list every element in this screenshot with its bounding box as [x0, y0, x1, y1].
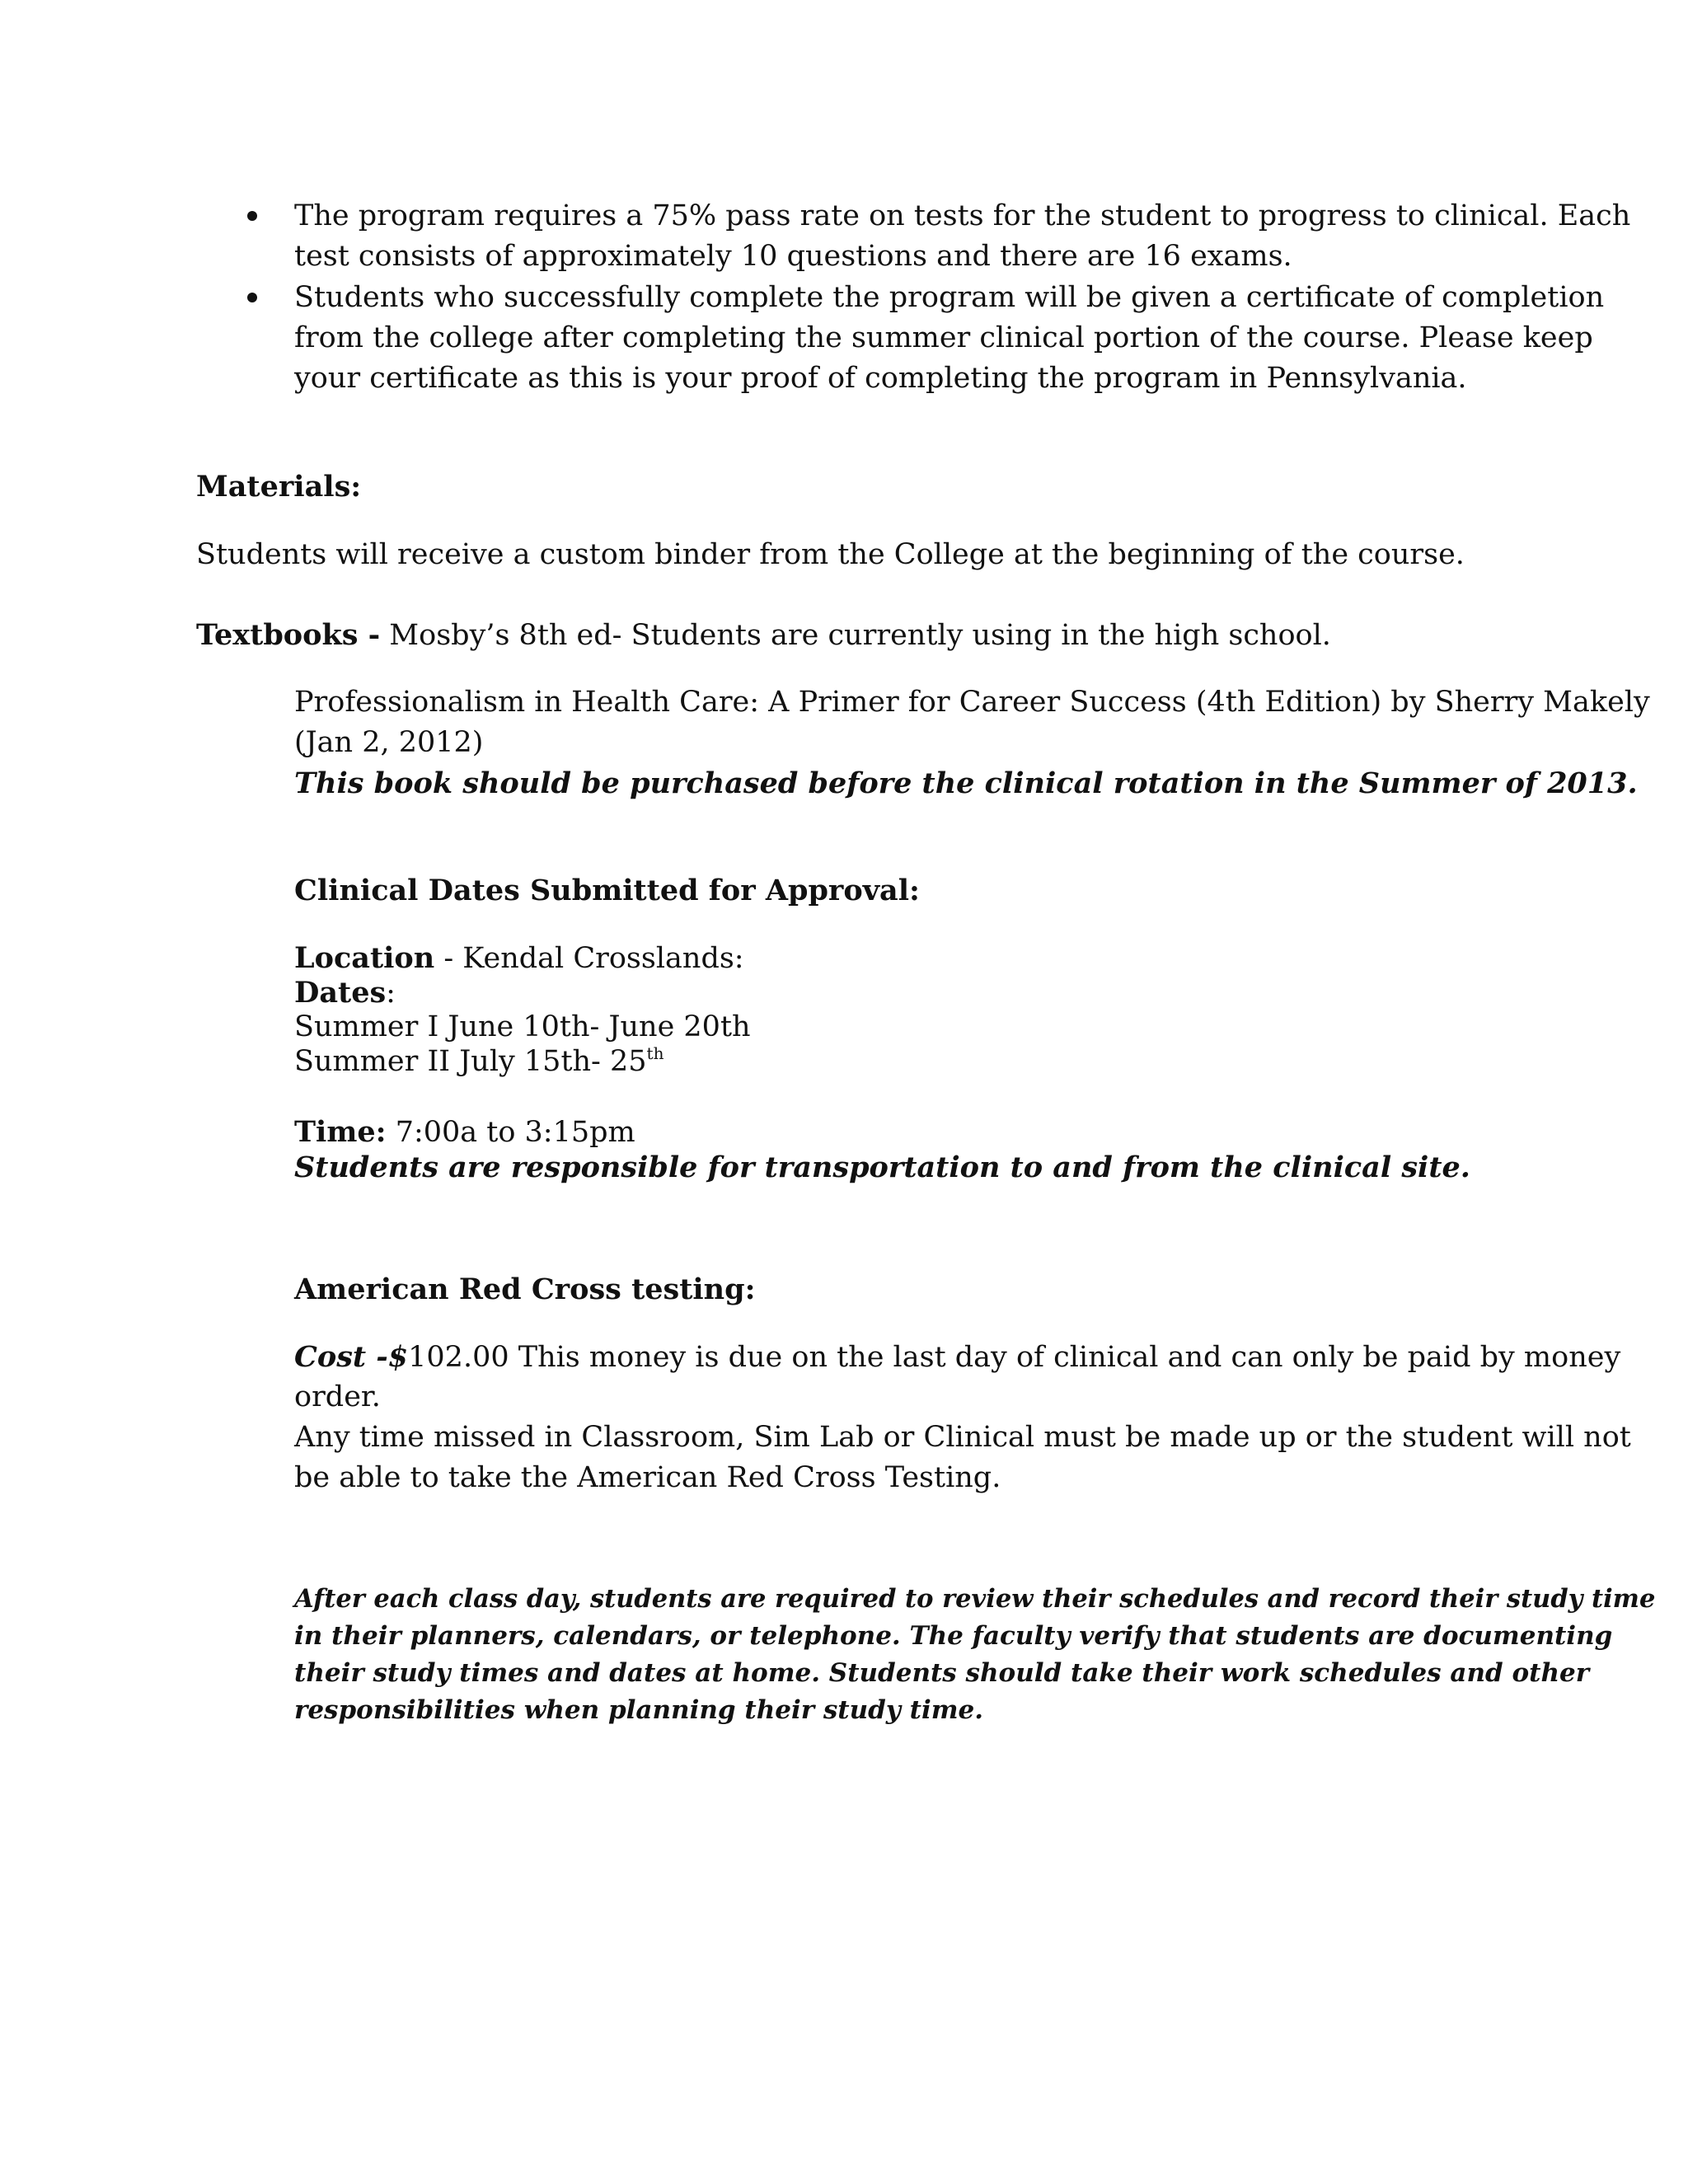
summer-2-dates: Summer II July 15th- 25	[294, 1045, 647, 1078]
study-note-line-3: their study times and dates at home. Students should take their work schedules and other	[294, 1658, 1590, 1688]
transport-note: Students are responsible for transportation to and from the clinical site.	[294, 1151, 1470, 1184]
book-purchase-note: This book should be purchased before the clinical rotation in the Summer of 2013.	[294, 766, 1638, 800]
cost-label: Cost -$	[294, 1340, 409, 1374]
bullet-2-line-1: Students who successfully complete the program will be given a certificate of completion	[294, 281, 1605, 314]
summer-2-dates-line	[294, 1042, 663, 1082]
dates-colon: :	[386, 977, 396, 1010]
time-value: 7:00a to 3:15pm	[386, 1116, 635, 1149]
study-note-line-1: After each class day, students are required to review their schedules and record their study time	[294, 1584, 1656, 1614]
materials-text: Students will receive a custom binder from the College at the beginning of the course.	[196, 538, 1465, 571]
bullet-dot	[247, 293, 257, 302]
textbooks-line	[196, 615, 1331, 656]
book-title-line-2: (Jan 2, 2012)	[294, 726, 484, 759]
summer-1-dates: Summer I June 10th- June 20th	[294, 1010, 751, 1043]
clinical-heading: Clinical Dates Submitted for Approval:	[294, 874, 920, 907]
red-cross-heading: American Red Cross testing:	[294, 1272, 756, 1306]
bullet-1-line-1: The program requires a 75% pass rate on tests for the student to progress to clinical. Each	[294, 199, 1631, 232]
study-note-line-4: responsibilities when planning their study time.	[294, 1695, 984, 1725]
study-note-line-2: in their planners, calendars, or telephone. The faculty verify that students are documenting	[294, 1621, 1613, 1651]
cost-text: 102.00 This money is due on the last day of clinical and can only be paid by money	[408, 1341, 1621, 1374]
summer-2-suffix: th	[646, 1043, 664, 1063]
materials-heading: Materials:	[196, 470, 362, 504]
missed-time-line-2: be able to take the American Red Cross Testing.	[294, 1461, 1001, 1494]
bullet-2-line-2: from the college after completing the summer clinical portion of the course. Please keep	[294, 321, 1593, 354]
textbooks-text: Mosby’s 8th ed- Students are currently using in the high school.	[380, 619, 1331, 652]
cost-line-2: order.	[294, 1380, 381, 1413]
location-label: Location	[294, 941, 435, 975]
bullet-2-line-3: your certificate as this is your proof of completing the program in Pennsylvania.	[294, 362, 1467, 395]
textbooks-label: Textbooks -	[196, 618, 381, 652]
time-label: Time:	[294, 1115, 387, 1149]
location-value: - Kendal Crosslands:	[434, 942, 744, 975]
bullet-dot	[247, 211, 257, 221]
bullet-1-line-2: test consists of approximately 10 questions and there are 16 exams.	[294, 240, 1292, 273]
cost-line-1	[294, 1337, 1620, 1378]
book-title-line-1: Professionalism in Health Care: A Primer for Career Success (4th Edition) by Sherry Makely	[294, 686, 1650, 719]
dates-label: Dates	[294, 976, 387, 1010]
missed-time-line-1: Any time missed in Classroom, Sim Lab or Clinical must be made up or the student will not	[294, 1421, 1631, 1454]
